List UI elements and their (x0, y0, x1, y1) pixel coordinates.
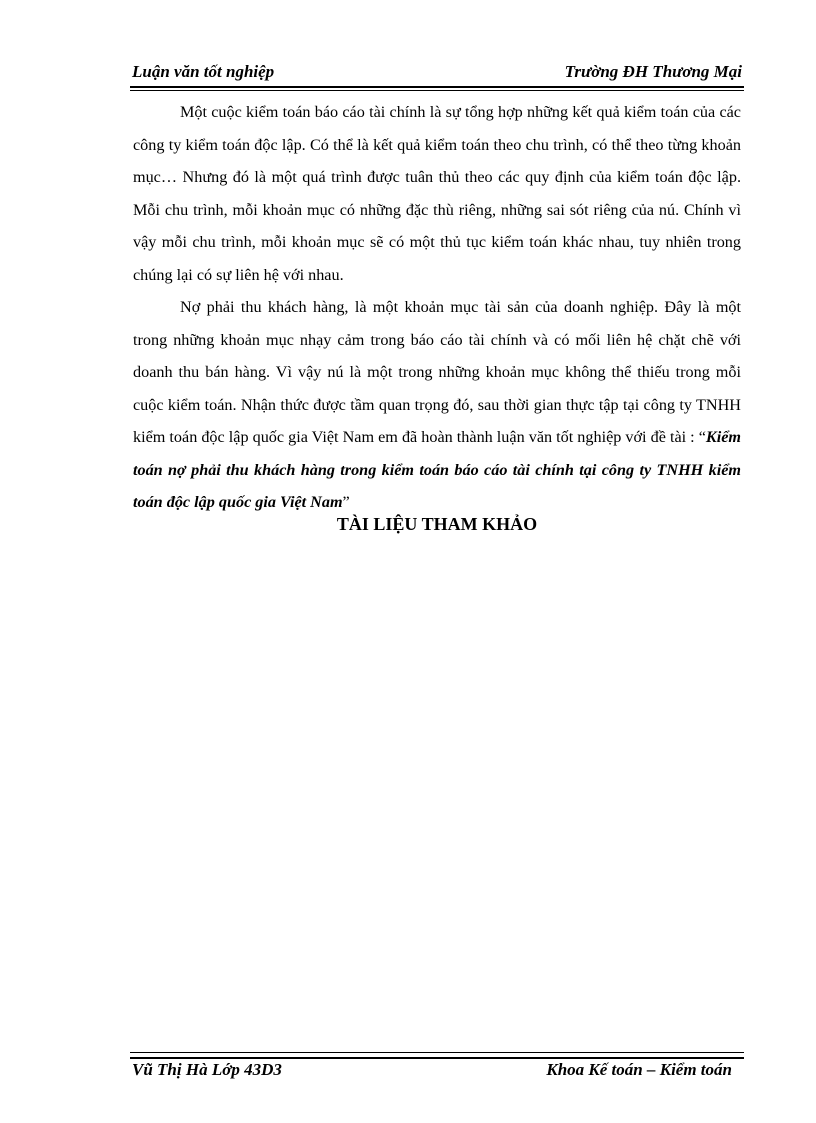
footer-department: Khoa Kế toán – Kiểm toán (546, 1060, 732, 1079)
footer-divider (130, 1052, 744, 1059)
closing-quote: ” (342, 493, 350, 511)
paragraph-receivables (133, 291, 741, 519)
header-university-name: Trường ĐH Thương Mại (564, 62, 742, 81)
thesis-title: Kiểm toán nợ phải thu khách hàng trong kiểm toán báo cáo tài chính tại công ty TNHH kiểm toán độc lập quốc gia Việt Nam (133, 428, 741, 511)
paragraph-receivables-text: Nợ phải thu khách hàng, là một khoản mục tài sản của doanh nghiệp. Đây là một trong những khoản mục nhạy cảm trong báo cáo tài chính và có mối liên hệ chặt chẽ với doanh thu bán hàng. Vì vậy nú là một trong những khoản mục không thể thiếu trong mỗi cuộc kiểm toán. Nhận thức được tầm quan trọng đó, sau thời gian thực tập tại công ty TNHH kiểm toán độc lập quốc gia Việt Nam em đã hoàn thành luận văn tốt nghiệp với đề tài : “ (133, 298, 741, 446)
references-heading: TÀI LIỆU THAM KHẢO (336, 514, 538, 534)
header-divider (130, 86, 744, 91)
paragraph-intro: Một cuộc kiểm toán báo cáo tài chính là sự tổng hợp những kết quả kiểm toán của các công ty kiểm toán độc lập. Có thể là kết quả kiểm toán theo chu trình, có thể theo từng khoản mục… Nhưng đó là một quá trình được tuân thủ theo các quy định của kiểm toán độc lập. Mỗi chu trình, mỗi khoản mục có những đặc thù riêng, những sai sót riêng của nú. Chính vì vậy mỗi chu trình, mỗi khoản mục sẽ có một thủ tục kiểm toán khác nhau, tuy nhiên trong chúng lại có sự liên hệ với nhau. (133, 103, 741, 284)
page-footer (130, 1052, 744, 1092)
document-body (133, 96, 741, 519)
header-thesis-label: Luận văn tốt nghiệp (132, 62, 275, 81)
page-header (130, 56, 744, 86)
footer-author-class: Vũ Thị Hà Lớp 43D3 (132, 1060, 282, 1079)
